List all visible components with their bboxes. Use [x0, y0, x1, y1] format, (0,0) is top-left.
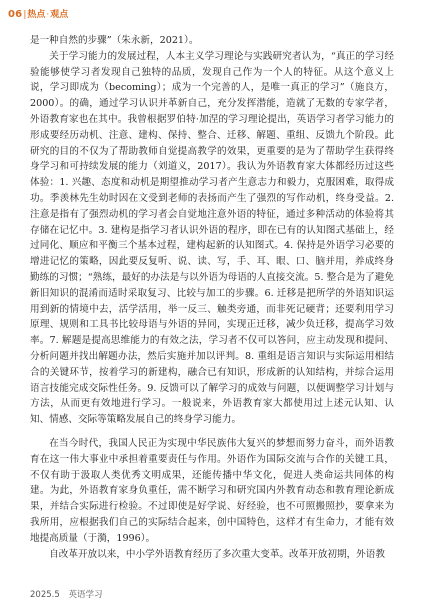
- page-number: 06: [8, 9, 23, 20]
- journal-name: 英语学习: [68, 590, 103, 600]
- paragraph-current-era: 在当今时代，我国人民正为实现中华民族伟大复兴的梦想而努力奋斗，而外语教育在这一伟大事业中承担着重要责任与作用。外语作为国际交流与合作的关键工具，不仅有助于汲取人类优秀文明成果，还能传播中华文化，促进人类命运共同体的构建。为此，外语教育家身负重任，需不断学习和研究国内外教育动态和教育理论新成果，并结合实际进行检验。不过即使是好学说、好经验，也不可照搬照抄，要拿来为我所用，应根据我们自己的实际结合起来，创中国特色，这样才有生命力，才能有效地提高质量（于漪，1996）。: [30, 437, 394, 544]
- paragraph-reform: 自改革开放以来，中小学外语教育经历了多次重大变革。改革开放初期，外语教: [49, 548, 385, 560]
- subsection-label: 观点: [50, 10, 69, 20]
- running-header: [8, 8, 68, 22]
- article-body: [30, 33, 394, 562]
- page-footer: [30, 588, 102, 600]
- header-separator: |: [23, 10, 27, 20]
- header-dot: ·: [46, 10, 50, 20]
- section-label: 热点: [27, 10, 46, 20]
- paragraph-continued: 是一种自然的步骤”（朱永新，2021）。: [30, 35, 199, 46]
- paragraph-learning-ability: 关于学习能力的发展过程，人本主义学习理论与实践研究者认为，“真正的学习经验能够使学习者发现自己独特的品质，发现自己作为一个人的特征。从这个意义上说，学习即成为（becoming）；成为一个完善的人，是唯一真正的学习”（施良方，2000）。的确，通过学习认识并革新自己，充分发挥潜能，造就了无数的专家学者，外语教育家也在其中。我曾根据罗伯特·加涅的学习理论提出，英语学习者学习能力的形成要经历动机、注意、建构、保持、整合、迁移、解题、重组、反馈九个阶段。此研究的目的不仅为了帮助教师自觉提高教学的效果，更重要的是为了帮助学生获得终身学习和可持续发展的能力（刘道义，2017）。我认为外语教育家大体都经历过这些体验：1. 兴趣、态度和动机是期望推动学习者产生意志力和毅力，克服困难，取得成功。季羡林先生幼时因在文受到老师的表扬而产生了强烈的写作动机，终身受益。2. 注意是指有了强烈动机的学习者会自觉地注意外语的特征，通过多种活动的体验将其存储在记忆中。3. 建构是指学习者认识外语的程序，即在已有的认知图式基础上，经过同化、顺应和平衡三个基本过程，建构起新的认知图式。4. 保持是外语学习必要的增进记忆的策略，因此要反复听、说、读、写，手、耳、眼、口、脑并用，养成终身勤练的习惯；“熟练，最好的办法是与以外语为母语的人直接交流。5. 整合是为了避免新旧知识的混淆而适时采取复习、比较与加工的步骤。6. 迁移是把所学的外语知识运用到新的情境中去，活学活用，举一反三、触类旁通，而非死记硬背；还要利用学习原理、规则和工具书比较母语与外语的异同，实现正迁移，减少负迁移，提高学习效率。7. 解题是提高思维能力的有效之法，学习者不仅可以答问，应主动发现和提问、分析问题并找出解题办法，然后实施并加以评判。8. 重组是语言知识与实际运用相结合的关键环节，按着学习的新建构，融合已有知识，形成新的认知结构，并综合运用语言技能完成交际性任务。9. 反馈可以了解学习的成效与问题，以便调整学习计划与方法，从而更有效地进行学习。一般说来，外语教育家大都使用过上述元认知、认知、情感、交际等策略发展自己的终身学习能力。: [30, 50, 394, 426]
- issue-date: 2025.5: [30, 590, 60, 600]
